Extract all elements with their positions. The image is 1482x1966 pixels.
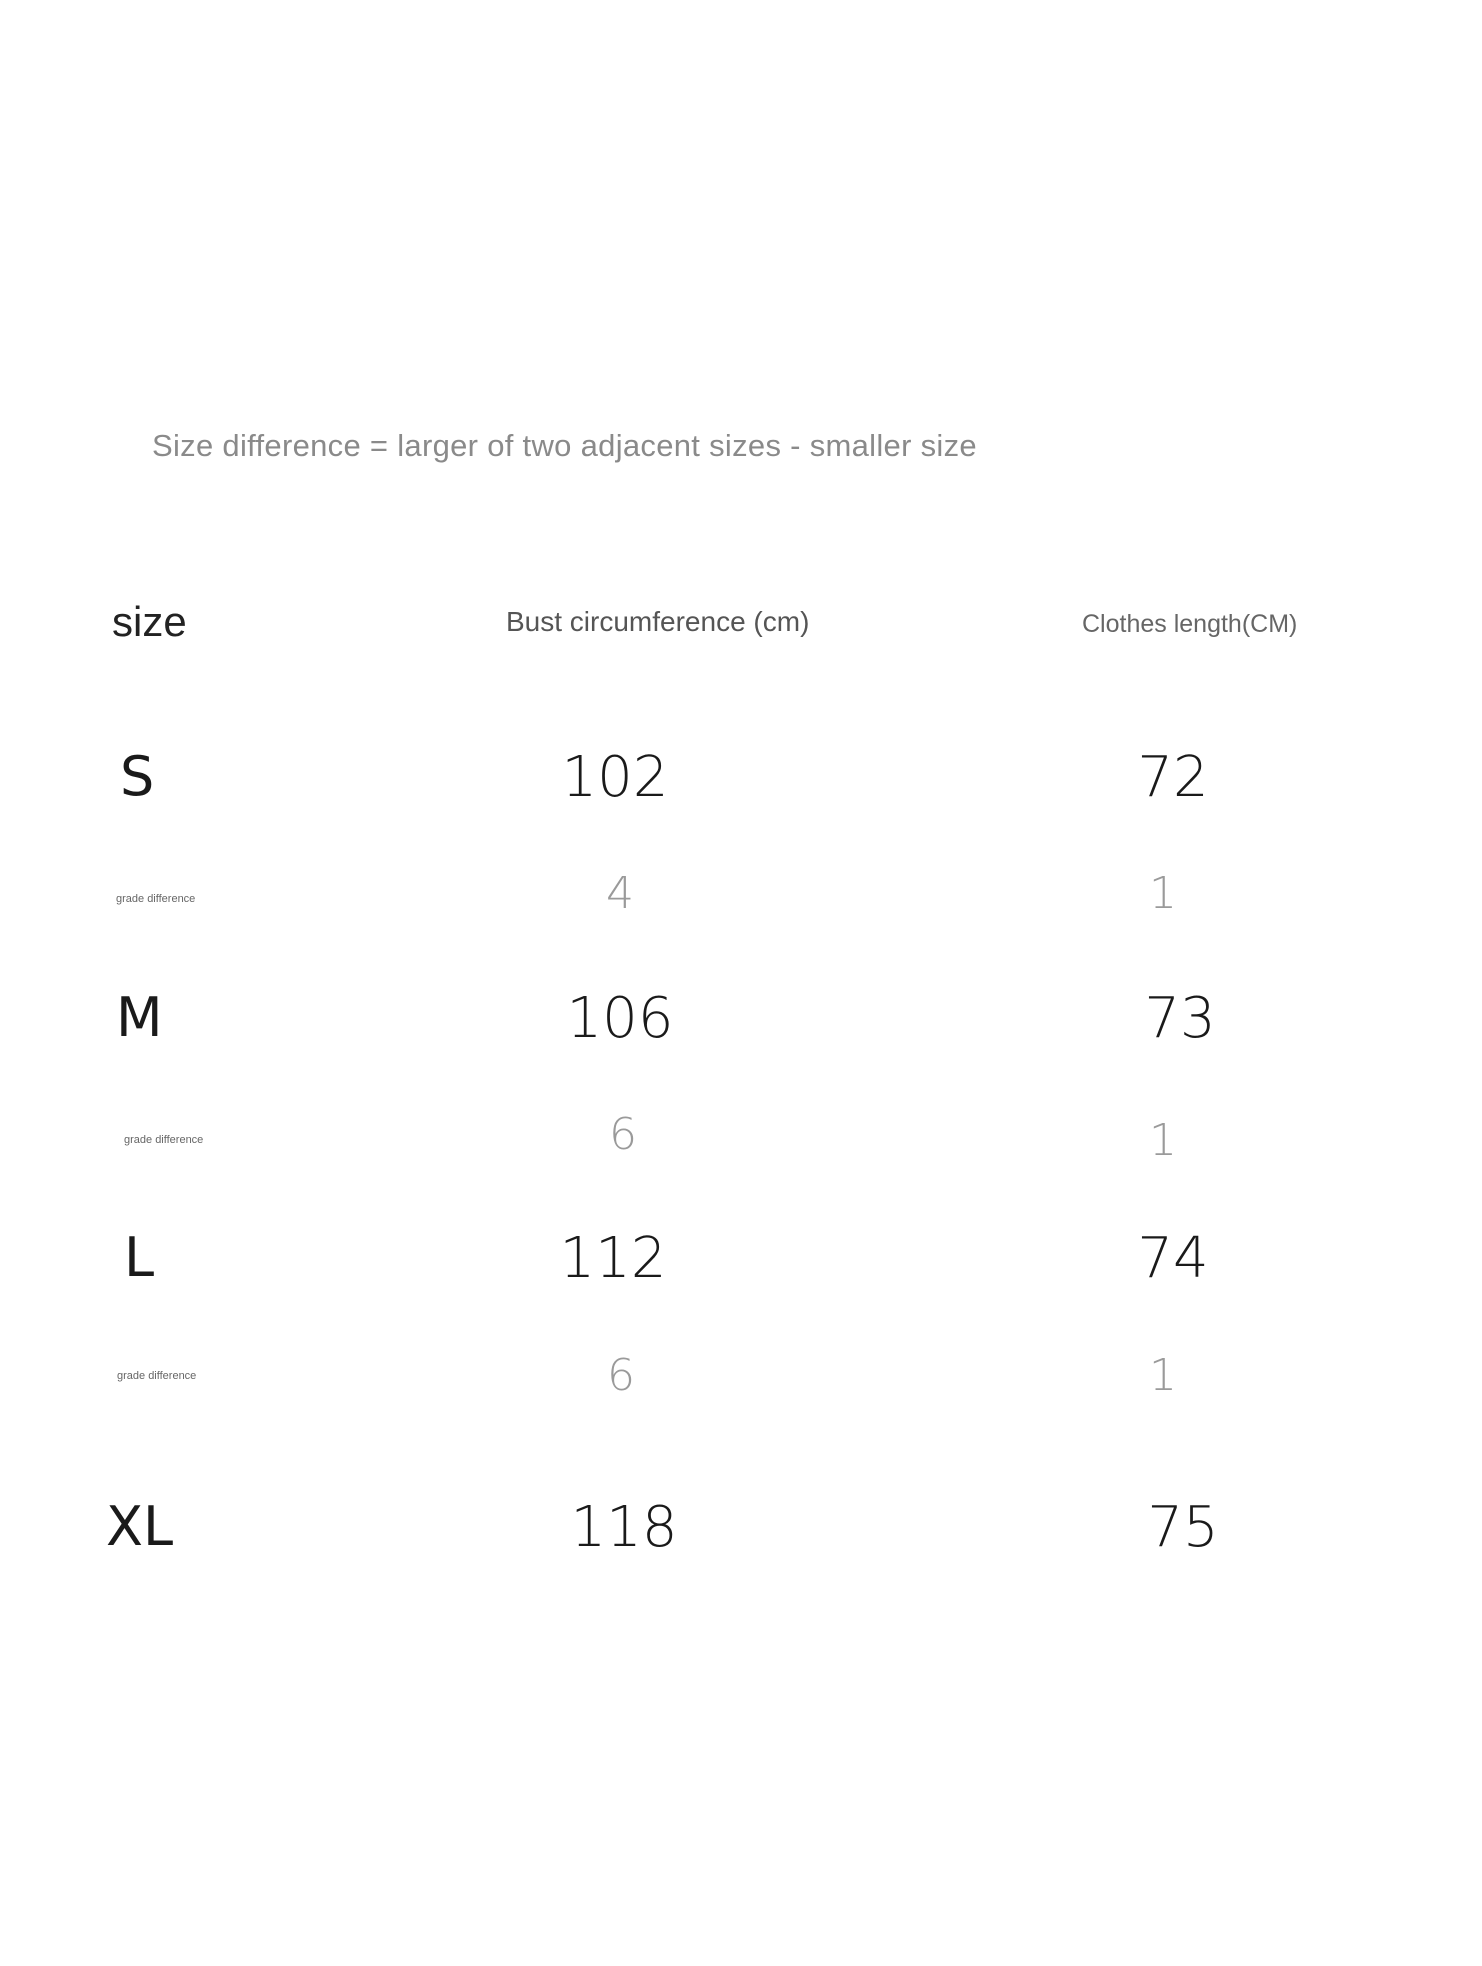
size-label-xl: XL xyxy=(106,1495,174,1558)
size-label-m: M xyxy=(116,986,163,1049)
bust-difference-3: 6 xyxy=(607,1350,635,1401)
length-value-xl: 75 xyxy=(1147,1495,1219,1560)
grade-difference-label: grade difference xyxy=(116,893,196,905)
header-clothes-length: Clothes length(CM) xyxy=(1082,610,1298,638)
size-label-l: L xyxy=(124,1226,155,1289)
header-bust-circumference: Bust circumference (cm) xyxy=(506,606,810,637)
bust-difference-2: 6 xyxy=(609,1109,637,1160)
bust-difference-1: 4 xyxy=(606,868,634,919)
length-value-m: 73 xyxy=(1144,986,1216,1051)
length-value-l: 74 xyxy=(1137,1226,1209,1291)
length-value-s: 72 xyxy=(1137,745,1209,810)
bust-value-l: 112 xyxy=(559,1226,667,1291)
size-label-s: S xyxy=(120,745,155,808)
bust-value-m: 106 xyxy=(566,986,674,1051)
grade-difference-label: grade difference xyxy=(124,1134,204,1146)
length-difference-3: 1 xyxy=(1149,1350,1177,1401)
length-difference-1: 1 xyxy=(1149,868,1177,919)
length-difference-2: 1 xyxy=(1149,1115,1177,1166)
size-difference-note: Size difference = larger of two adjacent sizes - smaller size xyxy=(152,428,977,463)
bust-value-s: 102 xyxy=(561,745,669,810)
grade-difference-label: grade difference xyxy=(117,1370,197,1382)
header-size: size xyxy=(112,598,187,645)
bust-value-xl: 118 xyxy=(570,1495,678,1560)
